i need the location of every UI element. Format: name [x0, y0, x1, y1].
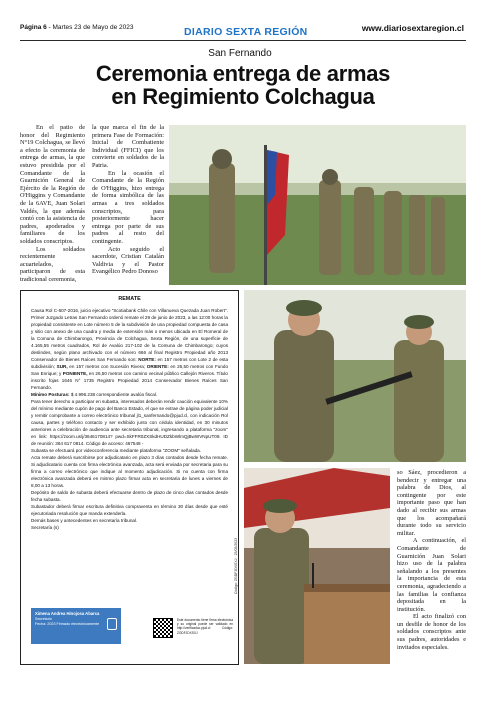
- article-column-3: [397, 469, 466, 651]
- page-header: [14, 22, 466, 40]
- notice-footer: [31, 608, 233, 648]
- signer-role: Secretario: [35, 617, 52, 621]
- notice-paragraph: Demás bases y antecedentes en secretaría tribunal.: [31, 518, 138, 523]
- signer-name: Ximena Andrea Hinojosa Abarca: [35, 611, 100, 616]
- masthead: DIARIO SEXTA REGIÓN: [184, 26, 308, 38]
- paragraph: Los soldados recientemente acuartelados, participaron de esta tradicional ceremonia,: [20, 245, 85, 283]
- lock-icon: [107, 618, 117, 630]
- notice-paragraph: Para tener derecho a participar en subasta, interesados deberán rendir caución equivalente 10% del mínimo mediante cupón de pago del Banco Estado, el que se extrae de página poder judicial y remitir comprobante a correo electrónico tribunal jl1_sanfernando@pjud.cl, con indicación Rol causa, partes y teléfono contacto y ser exhibido junto con cédula identidad, en 30 minutos anteriores a celebración de audiencia ante secretaria tribunal, ingresando a plataforma "zoom" en link: https://zoom.us/j/3646170814? pwd=SkFFR0ZXSkdHUDZkbWlmQjBwWVNpUT09. ID de reunión: 364 617 0814. Código de acceso: 467548 -: [31, 399, 228, 446]
- photo-flag-ceremony-illustration: [169, 125, 466, 285]
- headline-line-1: Ceremonia entrega de armas: [95, 61, 391, 86]
- page-number: Página 6: [20, 24, 47, 31]
- photo-commander-speech: [244, 468, 390, 664]
- notice-text: en 26,50 metros con camino vecinal público Callejón Riveros. Título inscrito fojas 1646 N° 1735 Registro Propiedad 2014 Conservador Bienes Raíces San Fernando.: [31, 371, 228, 390]
- vertical-code-strip: [232, 468, 240, 664]
- notice-paragraph: [31, 391, 228, 398]
- notice-text: en 26,50 metros con Fundo San Enrique; y: [31, 364, 228, 376]
- issue-date: Martes 23 de Mayo de 2023: [52, 24, 134, 31]
- photo-weapon-handover: [244, 290, 466, 462]
- article-column-2: [92, 124, 164, 276]
- notice-paragraph: Subastador deberá firmar escritura definitiva compraventa en término 30 días desde que esté ejecutoriada resolución que manda extenderla.: [31, 504, 228, 516]
- notice-text: en 157 metros con Sucesión Rivera;: [69, 364, 146, 369]
- notice-paragraph: Depósito de saldo de subasta deberá efectuarse dentro de plazo de cinco días contados desde fecha subasta.: [31, 490, 228, 502]
- website-url: www.diariosextaregion.cl: [361, 23, 464, 33]
- photo-commander-speech-illustration: [244, 468, 390, 664]
- photo-weapon-handover-illustration: [244, 290, 466, 462]
- section-label: San Fernando: [208, 48, 272, 59]
- qr-code-icon: [153, 618, 173, 638]
- notice-label: Mínimo Posturas:: [31, 392, 70, 397]
- notice-paragraph: Subasta se efectuará por videoconferencia mediante plataforma "ZOOM" señalada.: [31, 448, 202, 453]
- headline-line-2: en Regimiento Colchagua: [111, 84, 375, 109]
- paragraph: la que marca el fin de la primera Fase de Formación: Inicial de Combatiente Individual (FFICI) que los convierte en soldados de la Patria.: [92, 124, 164, 169]
- legal-notice-box: [20, 290, 239, 665]
- photo-flag-ceremony: [169, 125, 466, 285]
- paragraph: Acto seguido el sacerdote, Cristian Catalán Valdivia y el Pastor Evangélico Pedro Donoso: [92, 245, 164, 276]
- notice-label: PONIENTE,: [62, 371, 88, 376]
- notice-label: ORIENTE:: [146, 364, 169, 369]
- header-divider: [20, 40, 466, 41]
- notice-paragraph: Acta remate deberá suscribirse por adjudicatario en plazo 3 días contados desde fecha remate. Si adjudicatario cuenta con firma electrónica avanzada, acta será enviada por secretaria para su firma a correo electrónico que indique al momento adjudicación. Si no cuenta con firma electrónica avanzada deberá en mismo plazo firmar acta en secretaria de lunes a viernes de 8,00 a 13 horas.: [31, 455, 228, 488]
- paragraph: En el patio de honor del Regimiento N°19 Colchagua, se llevó a efecto la ceremonia de entrega de armas, la que estuvo presidida por el Comandante de la Guarnición General de Ejército de la Región de O'Higgins y Comandante de la 6AVE, Juan Solari Valdés, la que además contó con la asistencia de padres, apoderados y familiares de los soldados conscriptos.: [20, 124, 85, 245]
- electronic-signature-stamp: [31, 608, 121, 644]
- paragraph: El acto finalizó con un desfile de honor de los soldados conscriptos ante sus padres, autoridades e invitados especiales.: [397, 613, 466, 651]
- paragraph: En la ocasión el Comandante de la Región de O'Higgins, hizo entrega de forma simbólica de las armas a tres soldados conscriptos, para posteriormente hacer entrega por parte de sus padres al resto del contingente.: [92, 169, 164, 245]
- notice-label: NORTE:: [138, 357, 156, 362]
- signature-date: Fecha: 2023 Firmado electrónicamente: [35, 622, 100, 626]
- notice-label: SUR,: [56, 364, 68, 369]
- paragraph: A continuación, el Comandante de Guarnición Juan Solari hizo uso de la palabra señalando a los presentes la importancia de esta ceremonia, agradeciendo a las familias la confianza depositada en la institución.: [397, 537, 466, 613]
- vertical-code-text: Código: ZGDFJDXSXJ · 23/05/2023: [234, 537, 238, 595]
- page-info: Página 6 - Martes 23 de Mayo de 2023: [20, 24, 134, 31]
- article-column-1: [20, 124, 85, 283]
- qr-verification-text: Este documento tiene firma electrónica y su original puede ser validado en http://verificadoc.pjud.cl Código: ZGDFJDXSXJ: [177, 618, 233, 635]
- notice-text: $ 4.996.238 correspondiente avalúo fiscal.: [70, 392, 158, 397]
- notice-text: Causa Rol C-607-2016, juicio ejecutivo "Scotiabank Chile con Villanueva Quezada Juan Robert". Primer Juzgado Letras San Fernando ordenó remate el 29 de junio de 2023, a las 12:00 horas la propiedad consistente en Lote número 5 de la subdivisión de una propiedad compuesta de casa y sitio con anexo de una cuadra y media de extensión más o menos ubicada en El Romeral de la Comuna de Chimbarongo, Provincia de Colchagua, Sexta Región, de una superficie de 4.165,55 metros cuadrados, Rol de Avalúo 217-102 de la Comuna de Chimbarongo; cuyos deslindes, según plano archivado con el número 666 al final Registro Propiedad año 2013 Conservador de Bienes Raíces San Fernando son:: [31, 308, 228, 362]
- notice-paragraph: [31, 307, 228, 391]
- headline: [20, 62, 466, 108]
- notice-text: en 157 metros con Lote 2 de esta subdivisión;: [31, 357, 228, 369]
- notice-title: REMATE: [118, 296, 141, 302]
- notice-paragraph: Secretaría (s): [31, 525, 59, 530]
- paragraph: so Sáez, procedieron a bendecir y entregar una palabra de Dios, al contingente por este importante paso que han dado al recibir sus armas que los acompañará durante todo su servicio militar.: [397, 469, 466, 537]
